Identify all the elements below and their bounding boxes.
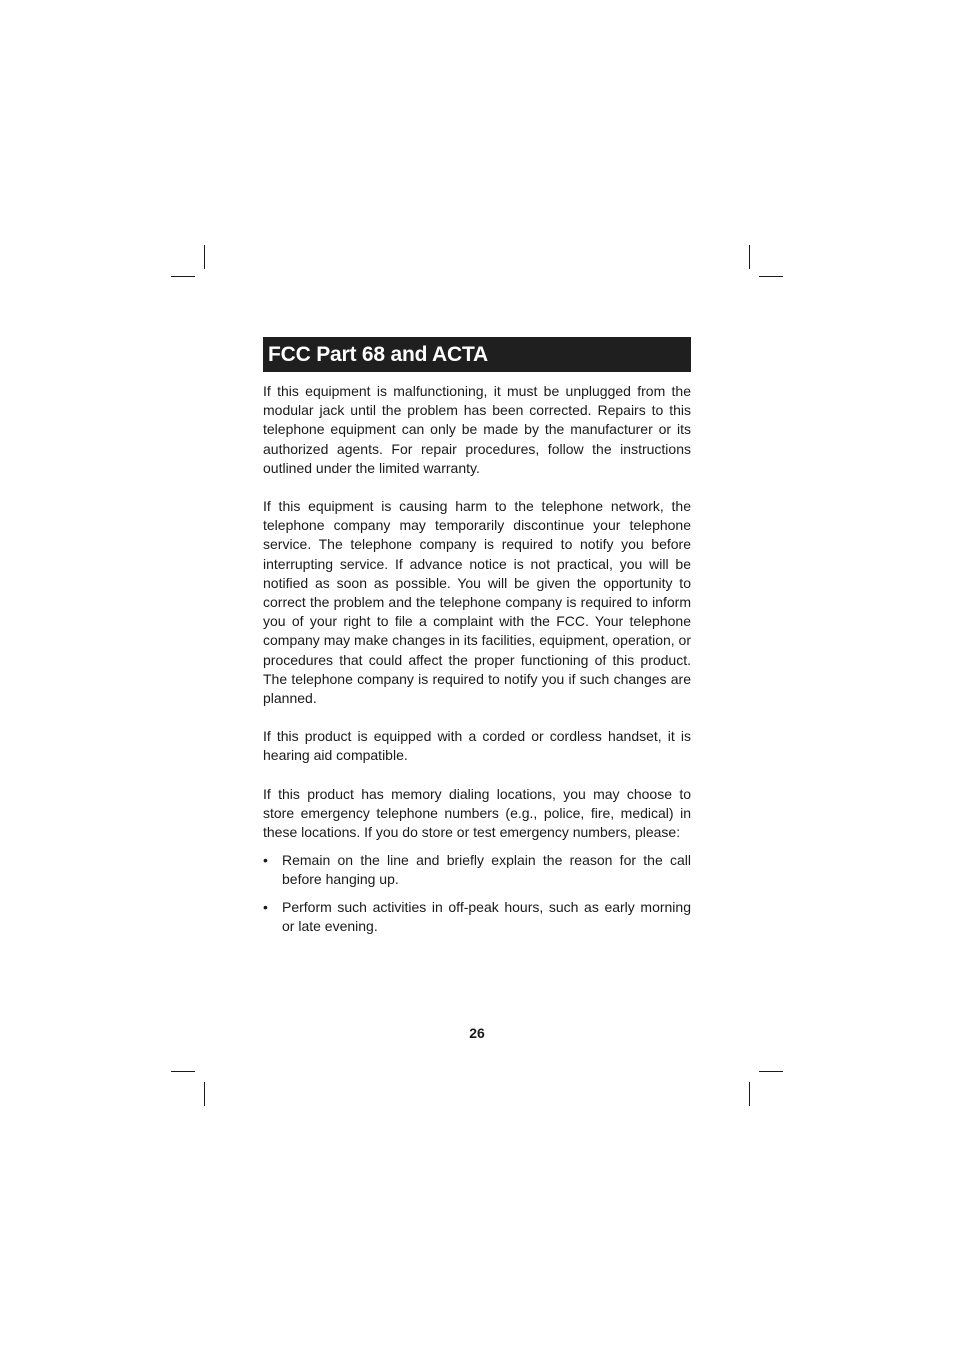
page-number: 26 <box>469 1025 485 1041</box>
emergency-instructions-list <box>263 851 691 936</box>
section-heading: FCC Part 68 and ACTA <box>263 337 691 372</box>
bullet-icon: • <box>263 852 268 869</box>
crop-mark-top-left-horizontal <box>171 276 195 277</box>
list-item-text: Perform such activities in off-peak hours, such as early morning or late evening. <box>282 898 691 934</box>
crop-mark-bottom-left-horizontal <box>171 1071 195 1072</box>
list-item-text: Remain on the line and briefly explain the reason for the call before hanging up. <box>282 852 691 888</box>
crop-mark-bottom-right-horizontal <box>759 1071 783 1072</box>
bullet-icon: • <box>263 898 268 915</box>
paragraph-hearing-aid: If this product is equipped with a corded or cordless handset, it is hearing aid compatible. <box>263 728 691 764</box>
crop-mark-top-right-horizontal <box>759 276 783 277</box>
paragraph-emergency-numbers: If this product has memory dialing locations, you may choose to store emergency telephone numbers (e.g., police, fire, medical) in these locations. If you do store or test emergency numbers, please: <box>263 785 691 841</box>
crop-mark-bottom-left-vertical <box>204 1082 205 1106</box>
list-item <box>263 851 691 889</box>
crop-mark-bottom-right-vertical <box>749 1082 750 1106</box>
page-content <box>263 337 691 944</box>
crop-mark-top-right-vertical <box>749 245 750 269</box>
paragraph-malfunction: If this equipment is malfunctioning, it must be unplugged from the modular jack until the problem has been corrected. Repairs to this telephone equipment can only be made by the manufacturer or its authorized agents. For repair procedures, follow the instructions outlined under the limited warranty. <box>263 383 691 476</box>
list-item <box>263 898 691 936</box>
paragraph-network-harm: If this equipment is causing harm to the telephone network, the telephone company may temporarily discontinue your telephone service. The telephone company is required to notify you before interrupting service. If advance notice is not practical, you will be notified as soon as possible. You will be given the opportunity to correct the problem and the telephone company is required to inform you of your right to file a complaint with the FCC. Your telephone company may make changes in its facilities, equipment, operation, or procedures that could affect the proper functioning of this product. The telephone company is required to notify you if such changes are planned. <box>263 498 691 707</box>
crop-mark-top-left-vertical <box>204 245 205 269</box>
